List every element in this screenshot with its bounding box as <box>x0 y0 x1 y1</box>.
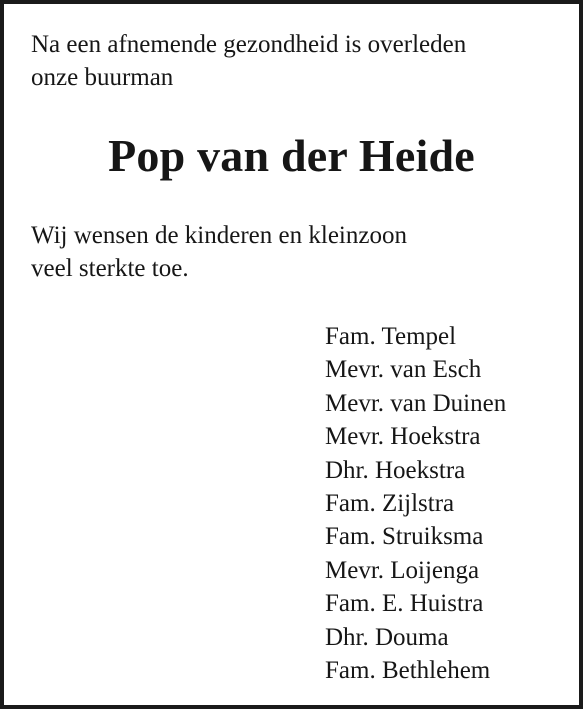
signer-name: Dhr. Hoekstra <box>325 456 466 484</box>
signer-name: Mevr. Loijenga <box>325 556 480 584</box>
intro-text <box>31 28 561 94</box>
condolence-text <box>31 219 561 285</box>
signer-name: Dhr. Douma <box>325 623 449 651</box>
intro-line: Na een afnemende gezondheid is overleden <box>31 31 467 58</box>
signer-name: Mevr. Hoekstra <box>325 423 481 451</box>
signer-name: Fam. Bethlehem <box>325 657 491 685</box>
signer-name: Fam. E. Huistra <box>325 590 484 618</box>
condolence-line: veel sterkte toe. <box>31 255 189 282</box>
signer-name: Mevr. van Esch <box>325 356 482 384</box>
signer-name: Fam. Tempel <box>325 323 457 350</box>
deceased-name: Pop van der Heide <box>108 130 475 181</box>
signers-list <box>325 320 506 687</box>
signer-name: Mevr. van Duinen <box>325 389 507 417</box>
intro-line: onze buurman <box>31 64 174 91</box>
signer-name: Fam. Struiksma <box>325 523 484 551</box>
signer-name: Fam. Zijlstra <box>325 490 455 518</box>
condolence-line: Wij wensen de kinderen en kleinzoon <box>31 222 407 249</box>
